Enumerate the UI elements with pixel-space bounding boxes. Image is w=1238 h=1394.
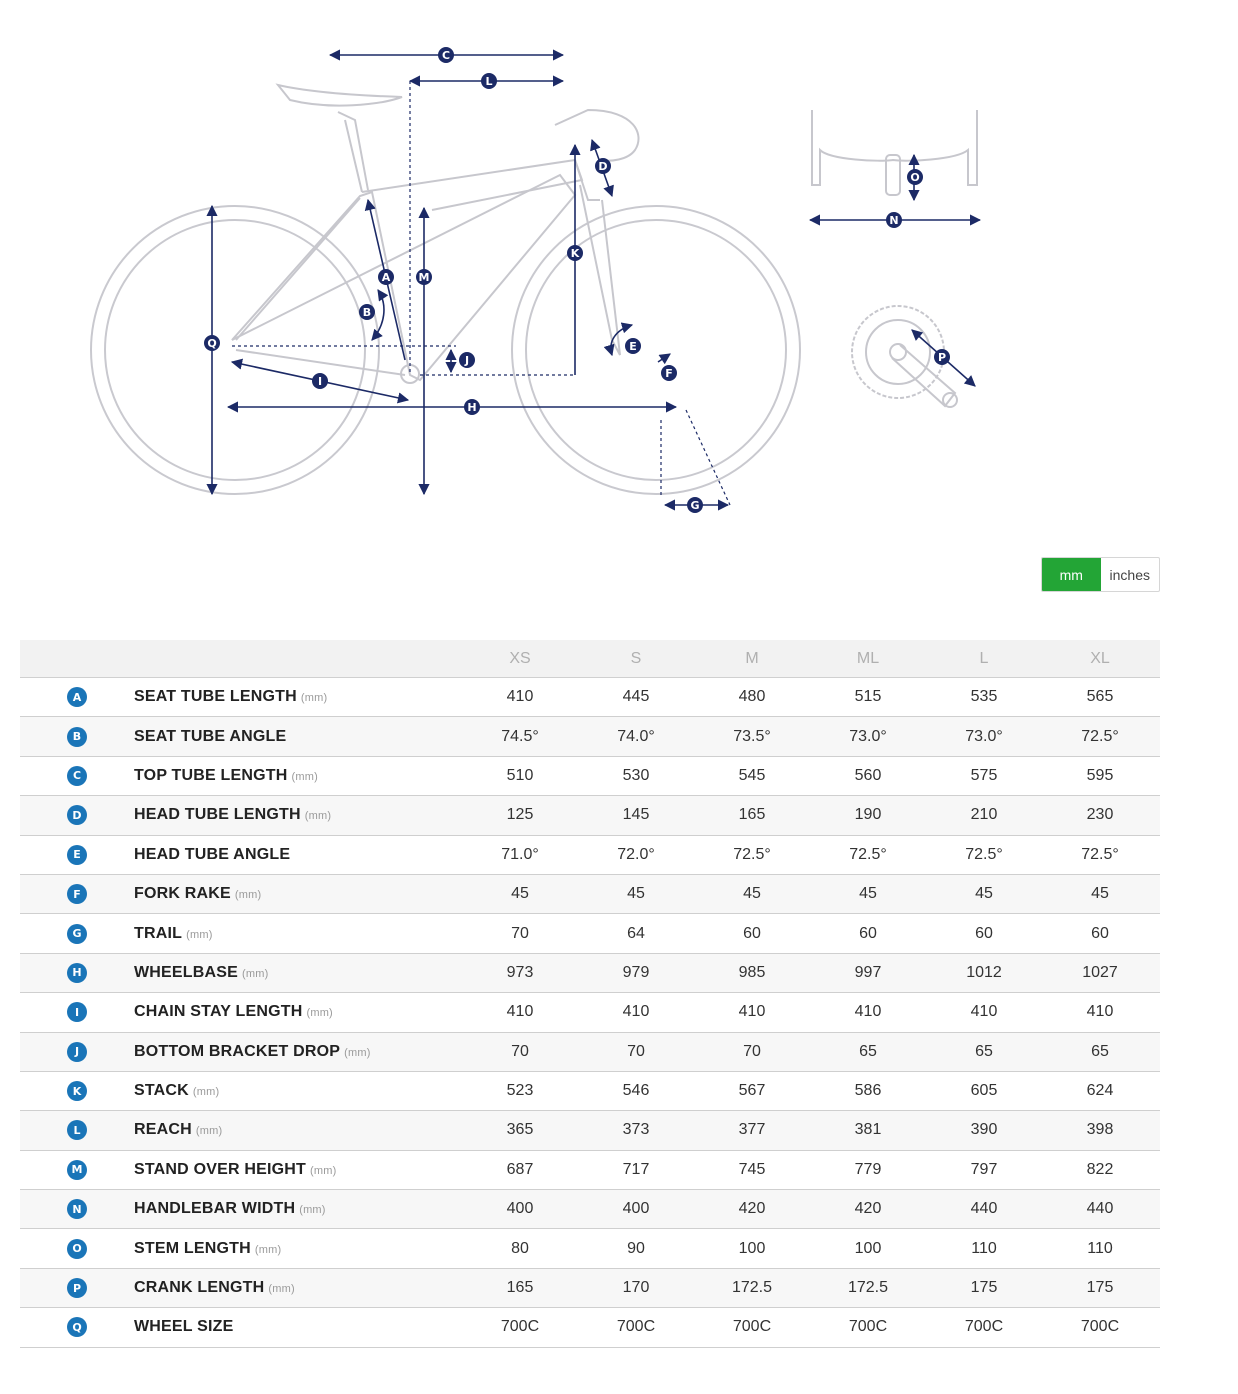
value-cell: 74.5° <box>501 727 539 745</box>
value-cell: 70 <box>511 1042 529 1060</box>
value-cell: 125 <box>506 806 534 824</box>
table-row <box>20 757 1160 796</box>
value-cell: 400 <box>622 1200 650 1218</box>
size-header: XL <box>1090 649 1110 667</box>
diagram-label-n <box>886 212 902 228</box>
value-cell: 60 <box>743 924 761 942</box>
value-cell: 65 <box>975 1042 993 1060</box>
value-cell: 565 <box>1086 688 1114 706</box>
table-row <box>20 954 1160 993</box>
table-row <box>20 875 1160 914</box>
value-cell: 822 <box>1086 1160 1114 1178</box>
svg-text:C: C <box>441 49 451 62</box>
value-cell: 165 <box>738 806 766 824</box>
measurement-name: CHAIN STAY LENGTH <box>134 1003 303 1021</box>
measurement-unit: (mm) <box>300 692 328 705</box>
value-cell: 45 <box>975 885 993 903</box>
diagram-label-g <box>687 497 703 513</box>
svg-text:M: M <box>418 271 430 284</box>
diagram-label-h <box>464 399 480 415</box>
value-cell: 985 <box>738 963 766 981</box>
measurement-name: BOTTOM BRACKET DROP <box>134 1042 341 1060</box>
measurement-name: REACH <box>134 1121 192 1139</box>
measurement-unit: (mm) <box>268 1283 295 1296</box>
rear-wheel <box>91 206 379 494</box>
value-cell: 420 <box>738 1200 766 1218</box>
value-cell: 230 <box>1086 806 1114 824</box>
value-cell: 45 <box>627 885 645 903</box>
value-cell: 567 <box>738 1082 766 1100</box>
svg-text:I: I <box>317 375 323 388</box>
value-cell: 70 <box>743 1042 761 1060</box>
table-row <box>20 1229 1160 1268</box>
table-row <box>20 1308 1160 1347</box>
value-cell: 72.5° <box>1081 727 1119 745</box>
svg-text:Q: Q <box>207 337 217 350</box>
value-cell: 170 <box>622 1279 650 1297</box>
value-cell: 45 <box>743 885 761 903</box>
value-cell: 73.0° <box>849 727 887 745</box>
value-cell: 575 <box>970 766 998 784</box>
diagram-label-b <box>359 304 375 320</box>
value-cell: 560 <box>854 766 882 784</box>
bike-geometry-diagram <box>0 0 1238 540</box>
measurement-name: HEAD TUBE ANGLE <box>134 845 291 863</box>
svg-text:B: B <box>362 306 372 319</box>
value-cell: 172.5 <box>731 1279 773 1297</box>
crankset-inset <box>852 306 975 407</box>
value-cell: 72.5° <box>965 845 1003 863</box>
unit-mm-button[interactable]: mm <box>1042 558 1101 591</box>
value-cell: 65 <box>859 1042 877 1060</box>
value-cell: 523 <box>506 1082 534 1100</box>
value-cell: 373 <box>622 1121 650 1139</box>
value-cell: 410 <box>506 688 534 706</box>
value-cell: 546 <box>622 1082 650 1100</box>
measurement-name: STAND OVER HEIGHT <box>134 1160 307 1178</box>
value-cell: 90 <box>627 1239 645 1257</box>
value-cell: 365 <box>506 1121 534 1139</box>
value-cell: 545 <box>738 766 766 784</box>
value-cell: 60 <box>975 924 993 942</box>
row-letter-badge: H <box>67 963 87 983</box>
row-letter-badge: Q <box>67 1317 87 1337</box>
measurement-name: STACK <box>134 1082 189 1100</box>
measurement-unit: (mm) <box>310 1164 337 1177</box>
svg-text:G: G <box>690 499 700 512</box>
row-letter-badge: D <box>67 805 87 825</box>
value-cell: 110 <box>971 1239 997 1257</box>
table-row <box>20 1151 1160 1190</box>
diagram-label-f <box>661 365 677 381</box>
table-row <box>20 1033 1160 1072</box>
value-cell: 700C <box>848 1318 888 1336</box>
diagram-label-d <box>595 158 611 174</box>
value-cell: 72.5° <box>733 845 771 863</box>
value-cell: 605 <box>970 1082 998 1100</box>
diagram-label-a <box>378 269 394 285</box>
size-header: M <box>745 649 759 667</box>
measurement-unit: (mm) <box>192 1086 220 1099</box>
row-letter-badge: I <box>67 1002 87 1022</box>
row-letter-badge: G <box>67 924 87 944</box>
diagram-label-l <box>481 73 497 89</box>
value-cell: 797 <box>970 1160 998 1178</box>
value-cell: 73.5° <box>733 727 771 745</box>
front-wheel <box>512 206 800 494</box>
value-cell: 445 <box>622 688 650 706</box>
geometry-table <box>20 640 1160 1348</box>
measurement-unit: (mm) <box>304 810 332 823</box>
svg-text:P: P <box>937 351 947 364</box>
value-cell: 515 <box>854 688 882 706</box>
row-letter-badge: M <box>67 1160 87 1180</box>
table-header <box>20 640 1160 678</box>
value-cell: 410 <box>622 1003 650 1021</box>
table-row <box>20 678 1160 717</box>
value-cell: 70 <box>627 1042 645 1060</box>
value-cell: 410 <box>1086 1003 1114 1021</box>
measurement-name: HEAD TUBE LENGTH <box>134 806 301 824</box>
value-cell: 717 <box>622 1160 650 1178</box>
value-cell: 100 <box>738 1239 766 1257</box>
handlebar-inset <box>810 110 980 220</box>
value-cell: 80 <box>511 1239 529 1257</box>
table-row <box>20 1190 1160 1229</box>
dimension-labels <box>204 47 950 513</box>
measurement-unit: (mm) <box>299 1204 326 1217</box>
value-cell: 190 <box>854 806 882 824</box>
value-cell: 480 <box>738 688 766 706</box>
value-cell: 60 <box>859 924 877 942</box>
value-cell: 398 <box>1086 1121 1114 1139</box>
measurement-name: STEM LENGTH <box>134 1239 251 1257</box>
diagram-label-p <box>934 349 950 365</box>
table-row <box>20 914 1160 953</box>
value-cell: 65 <box>1091 1042 1109 1060</box>
table-row <box>20 993 1160 1032</box>
diagram-label-q <box>204 335 220 351</box>
value-cell: 74.0° <box>617 727 655 745</box>
value-cell: 420 <box>854 1200 882 1218</box>
value-cell: 175 <box>970 1279 998 1297</box>
value-cell: 700C <box>500 1318 540 1336</box>
size-header: ML <box>856 649 880 667</box>
measurement-unit: (mm) <box>291 770 318 783</box>
table-row <box>20 796 1160 835</box>
measurement-name: TOP TUBE LENGTH <box>134 766 288 784</box>
value-cell: 45 <box>511 885 529 903</box>
row-letter-badge: C <box>67 766 87 786</box>
size-header: S <box>630 649 642 667</box>
diagram-label-k <box>567 245 583 261</box>
value-cell: 45 <box>1091 885 1109 903</box>
svg-text:K: K <box>570 247 580 260</box>
measurement-unit: (mm) <box>186 928 213 941</box>
measurement-name: FORK RAKE <box>134 885 231 903</box>
value-cell: 410 <box>970 1003 998 1021</box>
value-cell: 110 <box>1087 1239 1113 1257</box>
value-cell: 440 <box>1086 1200 1114 1218</box>
row-letter-badge: E <box>67 845 87 865</box>
value-cell: 410 <box>506 1003 534 1021</box>
svg-text:A: A <box>381 271 391 284</box>
value-cell: 700C <box>732 1318 772 1336</box>
row-letter-badge: O <box>67 1239 87 1259</box>
value-cell: 1027 <box>1082 963 1118 981</box>
value-cell: 410 <box>738 1003 766 1021</box>
svg-text:O: O <box>910 171 920 184</box>
value-cell: 700C <box>616 1318 656 1336</box>
value-cell: 165 <box>506 1279 534 1297</box>
value-cell: 700C <box>1080 1318 1120 1336</box>
size-header: L <box>979 649 989 667</box>
value-cell: 530 <box>622 766 650 784</box>
row-letter-badge: L <box>67 1120 87 1140</box>
table-row <box>20 1072 1160 1111</box>
diagram-label-c <box>438 47 454 63</box>
value-cell: 72.0° <box>617 845 655 863</box>
value-cell: 745 <box>738 1160 766 1178</box>
table-row <box>20 717 1160 756</box>
measurement-unit: (mm) <box>344 1046 371 1059</box>
value-cell: 70 <box>511 924 529 942</box>
measurement-name: WHEELBASE <box>134 963 239 981</box>
measurement-name: WHEEL SIZE <box>134 1318 234 1336</box>
value-cell: 440 <box>970 1200 998 1218</box>
value-cell: 390 <box>970 1121 998 1139</box>
diagram-label-m <box>416 269 432 285</box>
value-cell: 45 <box>859 885 877 903</box>
value-cell: 586 <box>854 1082 882 1100</box>
svg-text:H: H <box>467 401 477 414</box>
value-cell: 410 <box>854 1003 882 1021</box>
value-cell: 595 <box>1086 766 1114 784</box>
value-cell: 510 <box>506 766 534 784</box>
value-cell: 624 <box>1086 1082 1114 1100</box>
value-cell: 400 <box>506 1200 534 1218</box>
value-cell: 60 <box>1091 924 1109 942</box>
svg-text:N: N <box>889 214 899 227</box>
svg-text:J: J <box>464 354 470 367</box>
value-cell: 973 <box>506 963 534 981</box>
measurement-name: CRANK LENGTH <box>134 1279 265 1297</box>
value-cell: 997 <box>854 963 882 981</box>
value-cell: 1012 <box>966 963 1002 981</box>
svg-text:D: D <box>598 160 608 173</box>
measurement-unit: (mm) <box>242 967 269 980</box>
row-letter-badge: P <box>67 1278 87 1298</box>
row-letter-badge: A <box>67 687 87 707</box>
value-cell: 72.5° <box>1081 845 1119 863</box>
diagram-label-o <box>907 169 923 185</box>
value-cell: 172.5 <box>847 1279 889 1297</box>
value-cell: 145 <box>622 806 650 824</box>
size-header: XS <box>509 649 531 667</box>
value-cell: 72.5° <box>849 845 887 863</box>
row-letter-badge: N <box>67 1199 87 1219</box>
measurement-name: SEAT TUBE LENGTH <box>134 688 297 706</box>
table-row <box>20 1269 1160 1308</box>
value-cell: 73.0° <box>965 727 1003 745</box>
value-cell: 700C <box>964 1318 1004 1336</box>
value-cell: 71.0° <box>501 845 539 863</box>
measurement-name: SEAT TUBE ANGLE <box>134 727 287 745</box>
measurement-name: TRAIL <box>134 924 183 942</box>
svg-text:F: F <box>665 367 673 380</box>
measurement-unit: (mm) <box>306 1007 333 1020</box>
value-cell: 377 <box>738 1121 766 1139</box>
row-letter-badge: K <box>67 1081 87 1101</box>
row-letter-badge: J <box>67 1042 87 1062</box>
measurement-unit: (mm) <box>234 889 262 902</box>
table-row <box>20 1111 1160 1150</box>
value-cell: 779 <box>854 1160 882 1178</box>
svg-text:L: L <box>485 75 493 88</box>
value-cell: 535 <box>970 688 998 706</box>
table-row <box>20 836 1160 875</box>
value-cell: 210 <box>970 806 998 824</box>
row-letter-badge: B <box>67 727 87 747</box>
unit-toggle <box>1041 557 1160 592</box>
value-cell: 175 <box>1086 1279 1114 1297</box>
measurement-unit: (mm) <box>254 1243 282 1256</box>
svg-text:E: E <box>629 340 637 353</box>
diagram-label-e <box>625 338 641 354</box>
row-letter-badge: F <box>67 884 87 904</box>
diagram-label-i <box>312 373 328 389</box>
measurement-unit: (mm) <box>195 1125 223 1138</box>
value-cell: 100 <box>854 1239 882 1257</box>
diagram-label-j <box>459 352 475 368</box>
value-cell: 687 <box>506 1160 534 1178</box>
unit-inches-button[interactable]: inches <box>1109 566 1150 583</box>
value-cell: 64 <box>627 924 645 942</box>
value-cell: 381 <box>854 1121 882 1139</box>
value-cell: 979 <box>622 963 650 981</box>
measurement-name: HANDLEBAR WIDTH <box>134 1200 296 1218</box>
